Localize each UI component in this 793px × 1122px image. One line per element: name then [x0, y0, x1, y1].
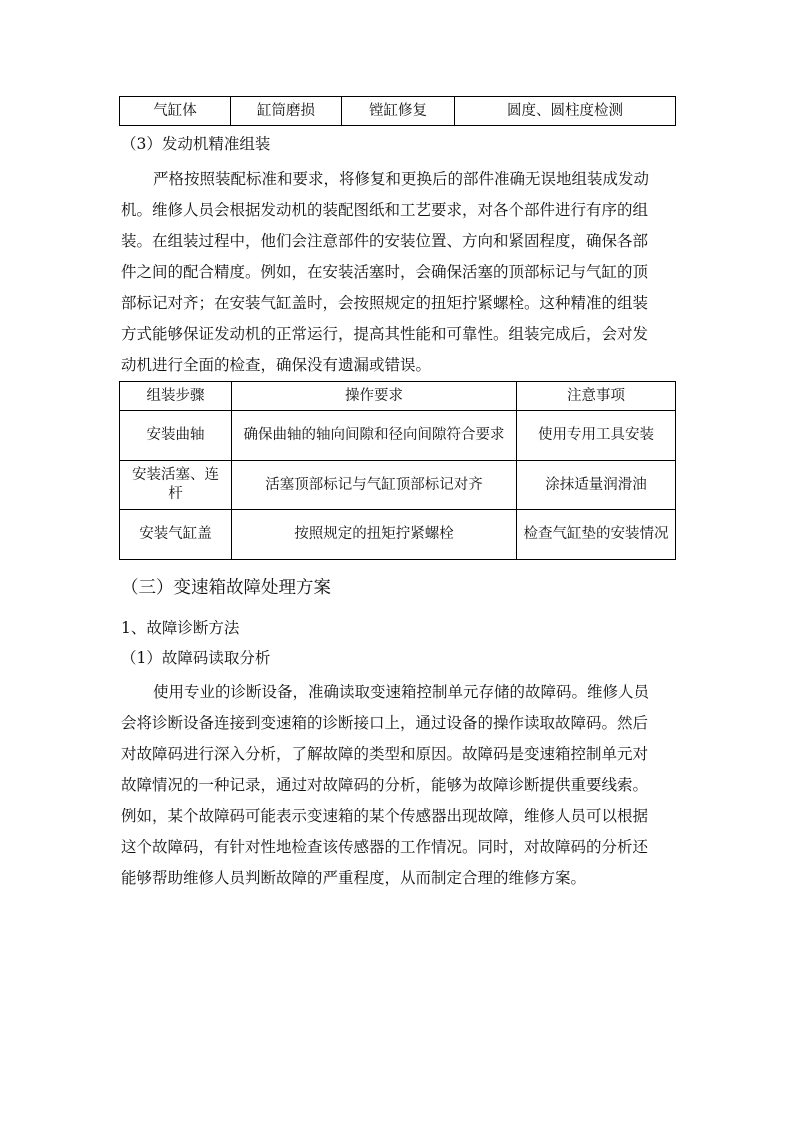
subsection-heading: 1、故障诊断方法 — [121, 619, 240, 637]
table-cell: 安装气缸盖 — [120, 510, 232, 560]
table-cell: 圆度、圆柱度检测 — [455, 97, 676, 126]
table-row — [120, 461, 676, 510]
column-header: 操作要求 — [232, 382, 517, 411]
table-cell: 检查气缸垫的安装情况 — [517, 510, 676, 560]
table-cell: 气缸体 — [120, 97, 231, 126]
table-cell: 涂抹适量润滑油 — [517, 461, 676, 510]
table-cell: 安装活塞、连杆 — [120, 461, 232, 510]
paragraph-line: 会将诊断设备连接到变速箱的诊断接口上，通过设备的操作读取故障码。然后 — [121, 714, 649, 732]
paragraph-line: 能够帮助维修人员判断故障的严重程度，从而制定合理的维修方案。 — [121, 869, 587, 887]
table-header-row — [120, 382, 676, 411]
column-header: 组装步骤 — [120, 382, 232, 411]
section-heading: （3）发动机精准组装 — [121, 135, 271, 153]
table-row — [120, 411, 676, 461]
assembly-steps-table — [119, 381, 676, 560]
paragraph-line: 件之间的配合精度。例如，在安装活塞时，会确保活塞的顶部标记与气缸的顶 — [121, 263, 649, 281]
table-row — [120, 510, 676, 560]
column-header: 注意事项 — [517, 382, 676, 411]
paragraph-line: 故障情况的一种记录，通过对故障码的分析，能够为故障诊断提供重要线索。 — [121, 776, 649, 794]
paragraph-line: 对故障码进行深入分析，了解故障的类型和原因。故障码是变速箱控制单元对 — [121, 745, 649, 763]
paragraph-line: 部标记对齐；在安装气缸盖时，会按照规定的扭矩拧紧螺栓。这种精准的组装 — [121, 294, 649, 312]
paragraph-line: 例如，某个故障码可能表示变速箱的某个传感器出现故障，维修人员可以根据 — [121, 807, 649, 825]
section-heading: （三）变速箱故障处理方案 — [121, 578, 331, 598]
engine-repair-table — [119, 96, 676, 126]
subsection-heading: （1）故障码读取分析 — [121, 649, 271, 667]
paragraph-line: 严格按照装配标准和要求，将修复和更换后的部件准确无误地组装成发动 — [153, 170, 650, 188]
table-cell: 按照规定的扭矩拧紧螺栓 — [232, 510, 517, 560]
paragraph-line: 机。维修人员会根据发动机的装配图纸和工艺要求，对各个部件进行有序的组 — [121, 201, 649, 219]
paragraph-line: 方式能够保证发动机的正常运行，提高其性能和可靠性。组装完成后，会对发 — [121, 325, 649, 343]
table-cell: 确保曲轴的轴向间隙和径向间隙符合要求 — [232, 411, 517, 461]
paragraph-line: 使用专业的诊断设备，准确读取变速箱控制单元存储的故障码。维修人员 — [153, 683, 650, 701]
table-cell: 使用专用工具安装 — [517, 411, 676, 461]
table-cell: 安装曲轴 — [120, 411, 232, 461]
table-cell: 缸筒磨损 — [231, 97, 342, 126]
table-cell: 活塞顶部标记与气缸顶部标记对齐 — [232, 461, 517, 510]
table-row — [120, 97, 676, 126]
table-cell: 镗缸修复 — [342, 97, 455, 126]
paragraph-line: 装。在组装过程中，他们会注意部件的安装位置、方向和紧固程度，确保各部 — [121, 232, 649, 250]
paragraph-line: 这个故障码，有针对性地检查该传感器的工作情况。同时，对故障码的分析还 — [121, 838, 649, 856]
paragraph-line: 动机进行全面的检查，确保没有遗漏或错误。 — [121, 356, 432, 374]
